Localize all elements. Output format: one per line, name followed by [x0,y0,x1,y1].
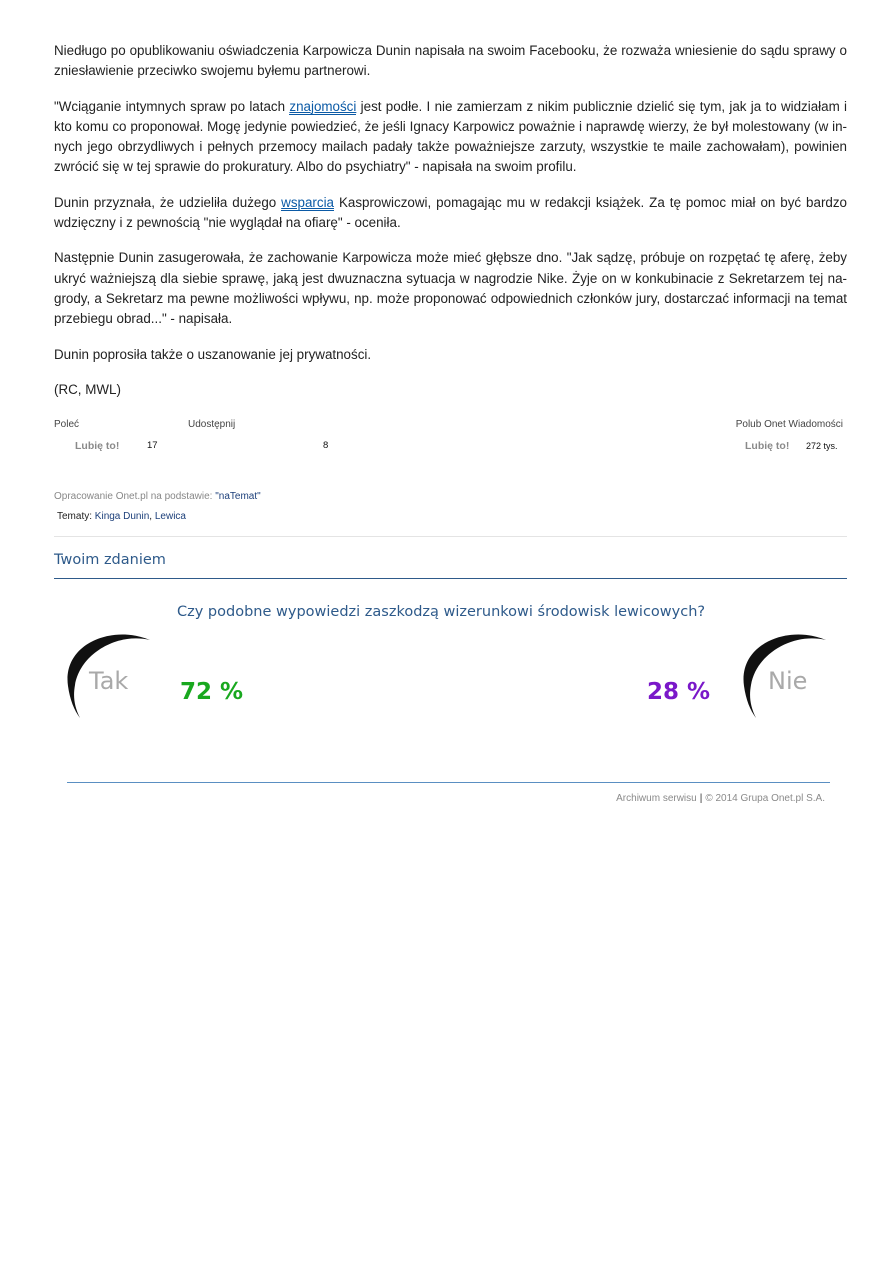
footer-separator: | [699,793,703,804]
paragraph-3-start: Dunin przyznała, że udzieliła dużego [54,194,282,210]
no-percentage: 28 % [647,679,711,705]
paragraph-2-end: jest podłe. I nie zamierzam z nikim publicznie dzielić się tym, jak ja to widziałam i kto komu co proponował. Mogę jedynie powiedzieć, że jeśli Ignacy Karpowicz poważnie i naprawdę wierzy, że był molestowany (w in-nych jego obrzydliwych i pełnych przemocy mailach padały także poważniejsze zarzuty, wszystkie te maile zachowałam), powinien zwrócić się w tej sprawie do prokuratury. Albo do psychiatry" - napisała na swoim profilu. [54,98,848,175]
yes-percentage: 72 % [180,679,244,705]
vote-no-label: Nie [768,667,808,695]
divider [54,536,847,537]
share-label: Udostępnij [188,419,236,430]
tag-link[interactable]: Lewica [154,511,186,522]
footer-divider [67,782,830,783]
tags-row [57,511,186,522]
footer [616,793,825,804]
paragraph-2 [54,97,847,178]
paragraph-2-start: "Wciąganie intymnych spraw po latach [54,98,290,114]
source-prefix: Opracowanie Onet.pl na podstawie: [54,491,216,502]
poll-divider [54,578,847,579]
page-like-count: 272 tys. [806,441,838,451]
tag-link[interactable]: Kinga Dunin [94,511,150,522]
tag-separator: , [149,511,153,522]
poll-question: Czy podobne wypowiedzi zaszkodzą wizerunkowi środowisk lewicowych? [177,604,706,620]
vote-yes-button[interactable] [62,630,162,730]
paragraph-4: Następnie Dunin zasugerowała, że zachowanie Karpowicza może mieć głębsze dno. "Jak sądzę, próbuje on rozpętać tę aferę, żeby ukryć ważniejszą dla siebie sprawę, jaką jest dwuznaczna sytuacja w nagrodzie Nike. Żyje on w konkubinacie z Sekretarzem tej na-grody, a Sekretarz ma pewne możliwości wpływu, np. może proponować odpowiednich członków jury, dostarczać informacji na temat przebiegu obrad..." - napisała. [54,250,847,327]
source-credit [54,491,261,502]
source-link[interactable]: "naTemat" [215,491,261,502]
recommend-label: Poleć [54,419,80,430]
like-count: 17 [147,440,158,451]
like-page-label: Polub Onet Wiadomości [735,419,843,430]
like-button[interactable]: Lubię to! [75,440,120,452]
page-like-button[interactable]: Lubię to! [745,440,790,452]
paragraph-1: Niedługo po opublikowaniu oświadczenia Karpowicza Dunin napisała na swoim Facebooku, że rozważa wniesienie do sądu sprawy o zniesławienie przeciwko swojemu byłemu partnerowi. [54,43,847,79]
poll-section-title: Twoim zdaniem [54,552,166,568]
vote-no-button[interactable] [738,630,838,730]
author-signoff: (RC, MWL) [54,381,121,397]
archive-link[interactable]: Archiwum serwisu [616,793,697,804]
link-znajomosci[interactable]: znajomości [289,98,357,114]
tags-label: Tematy: [57,511,95,522]
paragraph-5: Dunin poprosiła także o uszanowanie jej prywatności. [54,346,372,362]
vote-yes-label: Tak [89,667,129,695]
copyright: © 2014 Grupa Onet.pl S.A. [705,793,825,804]
article-body [54,41,847,400]
link-wsparcia[interactable]: wsparcia [281,194,335,210]
paragraph-3-end: Kasprowiczowi, pomagając mu w redakcji książek. Za tę pomoc miał on być bardzo wdzięczny i z pewnością "nie wyglądał na ofiarę" - oceniła. [54,194,847,231]
share-count: 8 [323,440,329,451]
paragraph-3 [54,193,847,234]
